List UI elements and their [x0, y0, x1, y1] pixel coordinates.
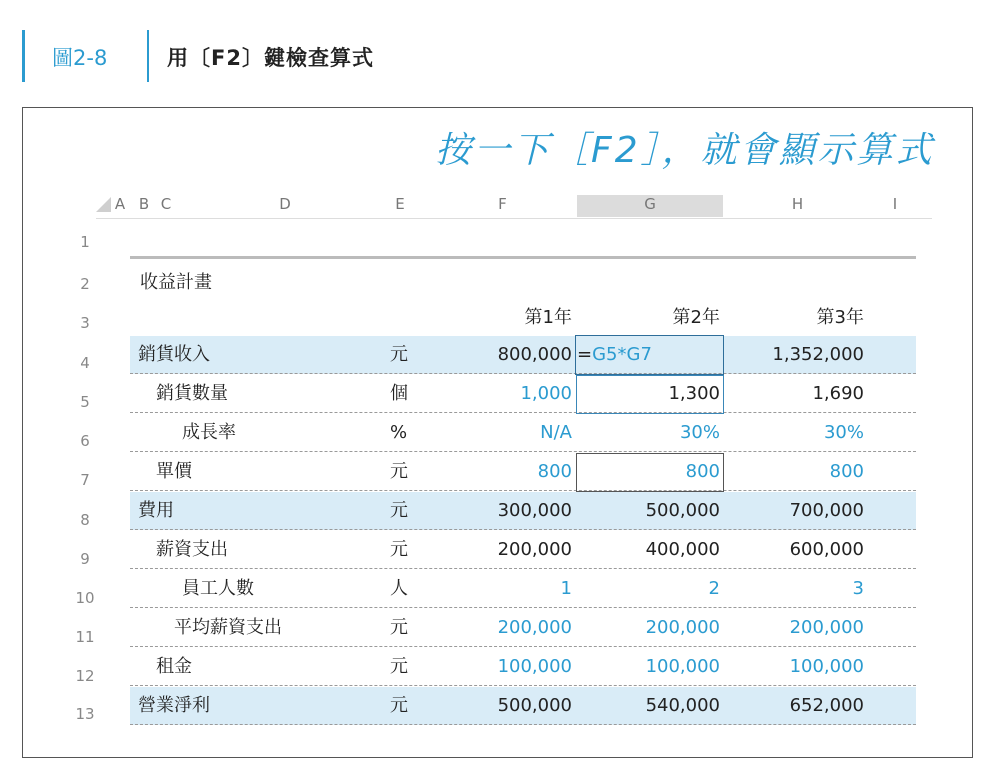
row-number[interactable]: 2 — [80, 275, 90, 293]
value-cell-h[interactable]: 652,000 — [789, 695, 864, 716]
value-cell-h[interactable]: 1,690 — [812, 383, 864, 404]
year-header-3[interactable]: 第3年 — [816, 307, 864, 328]
value-cell-h[interactable]: 200,000 — [789, 617, 864, 638]
value-cell-g[interactable]: 2 — [708, 578, 720, 599]
row-label[interactable]: 租金 — [156, 656, 192, 677]
col-header-e[interactable]: E — [395, 195, 405, 213]
row-number[interactable]: 3 — [80, 314, 90, 332]
unit-cell[interactable]: 元 — [390, 656, 408, 677]
precedent-highlight-g5 — [576, 375, 724, 414]
year-header-1[interactable]: 第1年 — [524, 307, 572, 328]
value-cell-h[interactable]: 800 — [829, 461, 864, 482]
value-cell-g[interactable]: 540,000 — [645, 695, 720, 716]
row-label[interactable]: 單價 — [156, 461, 192, 482]
row-number[interactable]: 6 — [80, 432, 90, 450]
figure-title: 用〔F2〕鍵檢查算式 — [167, 46, 374, 70]
value-cell-h[interactable]: 3 — [852, 578, 864, 599]
value-cell-f[interactable]: 800 — [537, 461, 572, 482]
row-number[interactable]: 7 — [80, 471, 90, 489]
row-label[interactable]: 費用 — [138, 500, 174, 521]
select-all-corner[interactable] — [96, 197, 111, 212]
row-number[interactable]: 5 — [80, 393, 90, 411]
value-cell-f[interactable]: 1,000 — [520, 383, 572, 404]
value-cell-f[interactable]: 200,000 — [497, 617, 572, 638]
value-cell-h[interactable]: 700,000 — [789, 500, 864, 521]
unit-cell[interactable]: 元 — [390, 461, 408, 482]
row-label[interactable]: 平均薪資支出 — [174, 617, 282, 638]
caption-accent-bar — [22, 30, 25, 82]
unit-cell[interactable]: 元 — [390, 500, 408, 521]
value-cell-g[interactable]: 800 — [685, 461, 720, 482]
table-row — [130, 336, 916, 374]
table-row — [130, 414, 916, 452]
table-row — [130, 531, 916, 569]
unit-cell[interactable]: 元 — [390, 695, 408, 716]
unit-cell[interactable]: 元 — [390, 617, 408, 638]
row-number[interactable]: 11 — [75, 628, 95, 646]
value-cell-g[interactable]: 100,000 — [645, 656, 720, 677]
row-label[interactable]: 營業淨利 — [138, 695, 210, 716]
col-header-a[interactable]: A — [114, 195, 126, 213]
row-label[interactable]: 銷貨數量 — [156, 383, 228, 404]
table-row — [130, 492, 916, 530]
sheet-title-cell[interactable]: 收益計畫 — [140, 272, 212, 293]
table-row — [130, 570, 916, 608]
row-number[interactable]: 1 — [80, 233, 90, 251]
row-number[interactable]: 13 — [75, 705, 95, 723]
table-row — [130, 453, 916, 491]
row-label[interactable]: 成長率 — [182, 422, 236, 443]
value-cell-g[interactable]: 500,000 — [645, 500, 720, 521]
formula-ref-g7: G7 — [626, 344, 652, 365]
unit-cell[interactable]: 個 — [390, 383, 408, 404]
callout-annotation: 按一下［F2］，就會顯示算式 — [435, 130, 935, 171]
unit-cell[interactable]: 元 — [390, 539, 408, 560]
formula-ref-g5: G5 — [592, 344, 618, 365]
column-header-divider — [96, 218, 932, 219]
formula-operator: * — [617, 344, 627, 365]
col-header-c[interactable]: C — [160, 195, 172, 213]
col-header-f[interactable]: F — [498, 195, 507, 213]
col-header-h[interactable]: H — [791, 195, 804, 213]
row-number[interactable]: 9 — [80, 550, 90, 568]
value-cell-g[interactable]: 30% — [679, 422, 720, 443]
value-cell-f[interactable]: 800,000 — [497, 344, 572, 365]
unit-cell[interactable]: % — [390, 422, 408, 443]
row-number[interactable]: 4 — [80, 354, 90, 372]
row-label[interactable]: 銷貨收入 — [138, 344, 210, 365]
value-cell-g[interactable]: 1,300 — [668, 383, 720, 404]
col-header-b[interactable]: B — [138, 195, 150, 213]
value-cell-h[interactable]: 100,000 — [789, 656, 864, 677]
value-cell-h[interactable]: 1,352,000 — [772, 344, 864, 365]
table-row — [130, 375, 916, 413]
value-cell-f[interactable]: 1 — [560, 578, 572, 599]
col-header-d[interactable]: D — [279, 195, 291, 213]
row-number[interactable]: 10 — [75, 589, 95, 607]
value-cell-f[interactable]: N/A — [540, 422, 572, 443]
row-label[interactable]: 薪資支出 — [156, 539, 228, 560]
value-cell-f[interactable]: 100,000 — [497, 656, 572, 677]
title-rule — [130, 256, 916, 259]
row-label[interactable]: 員工人數 — [182, 578, 254, 599]
figure-label: 圖2-8 — [52, 46, 108, 70]
value-cell-f[interactable]: 300,000 — [497, 500, 572, 521]
row-number[interactable]: 12 — [75, 667, 95, 685]
value-cell-f[interactable]: 500,000 — [497, 695, 572, 716]
col-header-g[interactable]: G — [577, 195, 723, 217]
formula-equals: = — [577, 344, 593, 365]
value-cell-f[interactable]: 200,000 — [497, 539, 572, 560]
unit-cell[interactable]: 人 — [390, 578, 408, 599]
value-cell-h[interactable]: 30% — [823, 422, 864, 443]
table-row — [130, 609, 916, 647]
caption-separator — [147, 30, 149, 82]
row-number[interactable]: 8 — [80, 511, 90, 529]
table-row — [130, 648, 916, 686]
precedent-highlight-g7 — [576, 453, 724, 492]
year-header-2[interactable]: 第2年 — [672, 307, 720, 328]
cell-formula-g4[interactable] — [577, 336, 652, 374]
table-row — [130, 687, 916, 725]
value-cell-h[interactable]: 600,000 — [789, 539, 864, 560]
unit-cell[interactable]: 元 — [390, 344, 408, 365]
value-cell-g[interactable]: 400,000 — [645, 539, 720, 560]
col-header-i[interactable]: I — [892, 195, 898, 213]
year-header-row — [130, 299, 916, 337]
value-cell-g[interactable]: 200,000 — [645, 617, 720, 638]
